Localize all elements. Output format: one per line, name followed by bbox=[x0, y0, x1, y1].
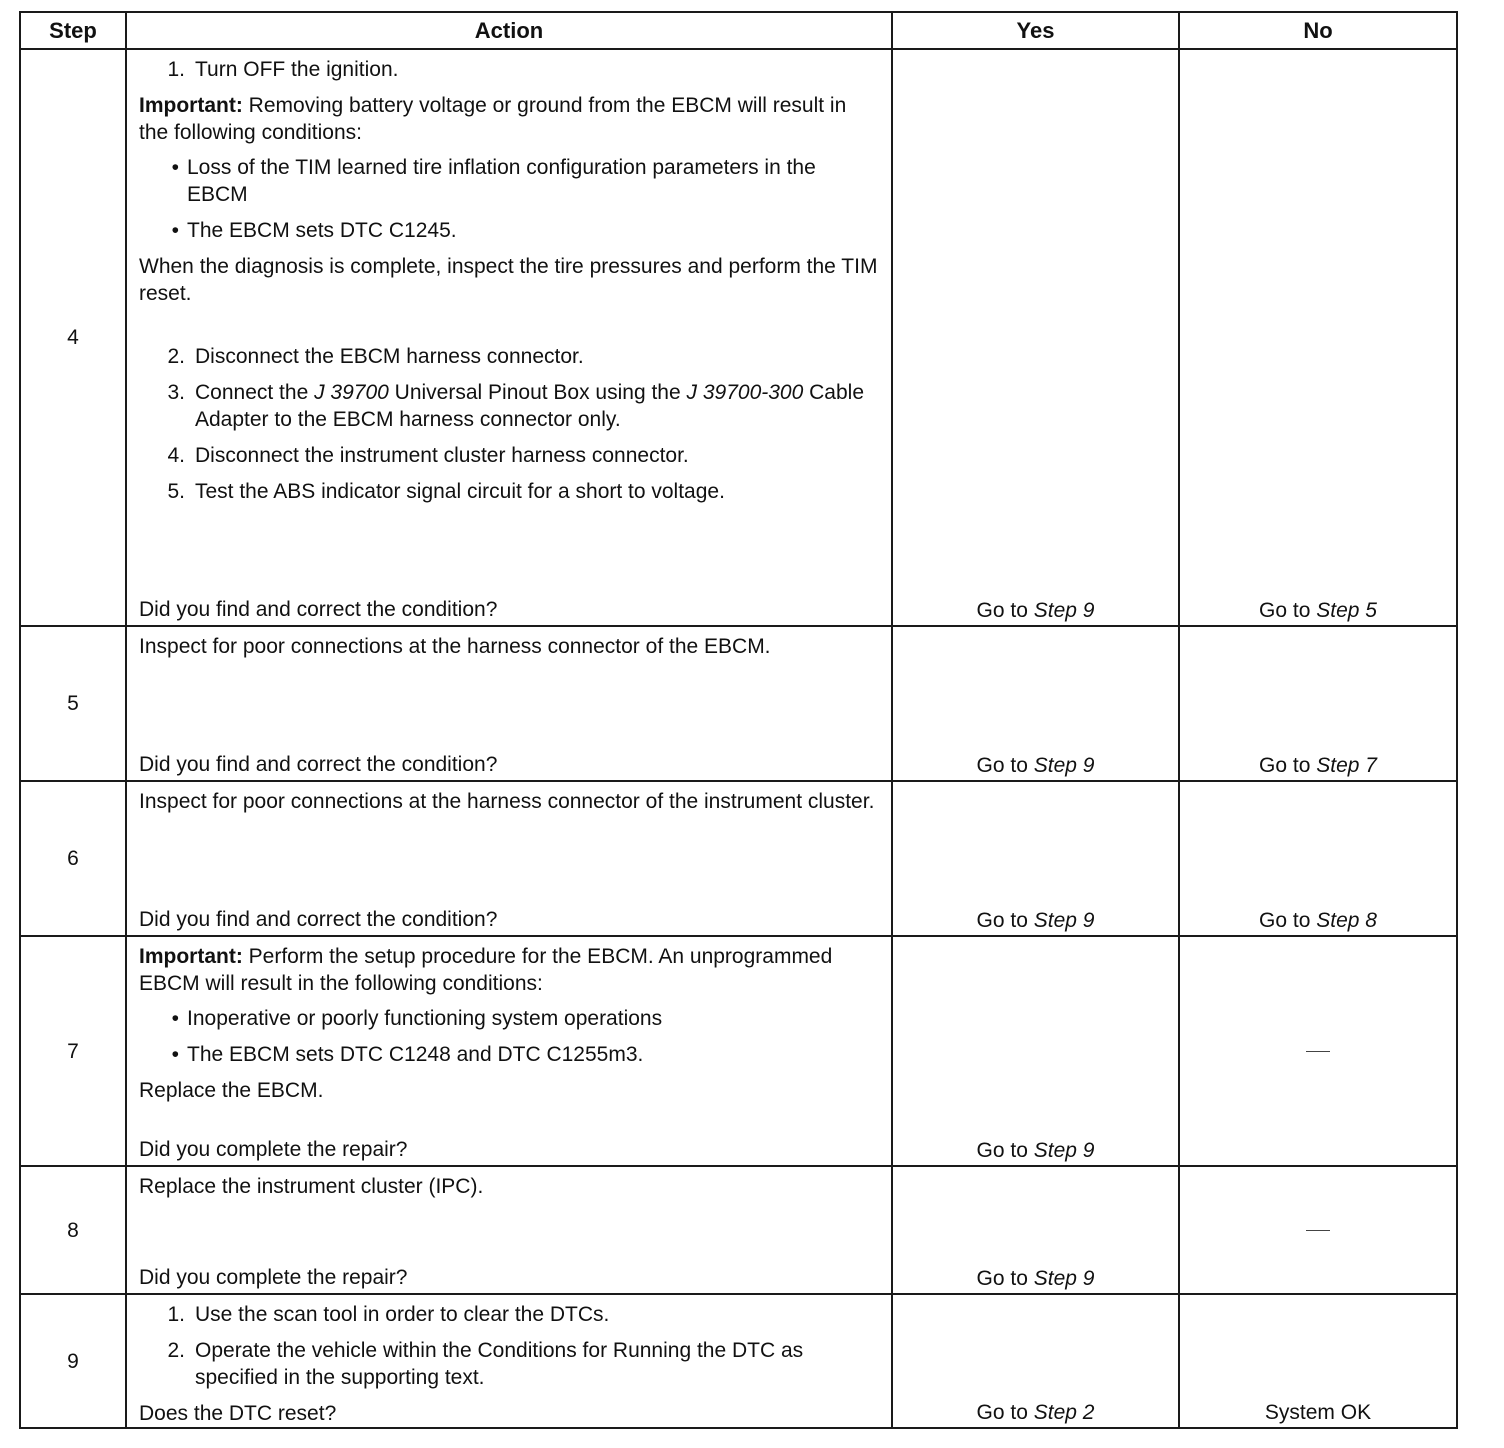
yes-cell: Go to Step 2 bbox=[892, 1294, 1179, 1428]
action-cell bbox=[126, 1294, 892, 1428]
step-number: 9 bbox=[20, 1294, 126, 1428]
step-link[interactable]: Step 7 bbox=[1316, 754, 1377, 777]
step-link[interactable]: Step 9 bbox=[1033, 909, 1095, 932]
list-item: 3. Connect the J 39700 Universal Pinout Box using the J 39700-300 Cable Adapter to the EBCM harness connector only. bbox=[167, 381, 864, 431]
action-text: Replace the EBCM. bbox=[139, 1079, 324, 1102]
step-number: 4 bbox=[20, 49, 126, 626]
bullet-icon: • bbox=[171, 156, 179, 179]
no-cell bbox=[1179, 936, 1457, 1166]
no-cell: Go to Step 5 bbox=[1179, 49, 1457, 626]
important-note bbox=[139, 92, 881, 146]
question-text: Did you find and correct the condition? bbox=[139, 753, 498, 776]
step-link[interactable]: Step 9 bbox=[1033, 599, 1095, 622]
list-item: • The EBCM sets DTC C1245. bbox=[139, 217, 881, 244]
yes-cell: Go to Step 9 bbox=[892, 1166, 1179, 1294]
important-text: Perform the setup procedure for the EBCM. An unprogrammed EBCM will result in the following conditions: bbox=[139, 945, 833, 995]
table-row-step-6 bbox=[20, 781, 1457, 936]
yes-cell: Go to Step 9 bbox=[892, 936, 1179, 1166]
yes-cell: Go to Step 9 bbox=[892, 781, 1179, 936]
list-item: 1. Use the scan tool in order to clear the DTCs. bbox=[167, 1303, 610, 1326]
conditions-list bbox=[139, 1005, 881, 1068]
bullet-icon: • bbox=[171, 1043, 179, 1066]
diagnostic-table bbox=[19, 11, 1458, 1429]
list-item: 4. Disconnect the instrument cluster harness connector. bbox=[167, 444, 689, 467]
yes-cell: Go to Step 9 bbox=[892, 626, 1179, 781]
question-text: Did you complete the repair? bbox=[139, 1138, 408, 1161]
list-item: • The EBCM sets DTC C1248 and DTC C1255m3. bbox=[139, 1041, 881, 1068]
bullet-icon: • bbox=[171, 1007, 179, 1030]
yes-cell: Go to Step 9 bbox=[892, 49, 1179, 626]
note-text: When the diagnosis is complete, inspect the tire pressures and perform the TIM reset. bbox=[139, 255, 878, 305]
list-item: • Inoperative or poorly functioning system operations bbox=[139, 1005, 881, 1032]
action-text: Replace the instrument cluster (IPC). bbox=[139, 1175, 484, 1198]
procedure-list bbox=[139, 1301, 881, 1391]
bullet-icon: • bbox=[171, 219, 179, 242]
result-text: System OK bbox=[1264, 1401, 1372, 1424]
header-yes: Yes bbox=[892, 12, 1179, 49]
step-link[interactable]: Step 9 bbox=[1033, 1267, 1095, 1290]
no-cell bbox=[1179, 1166, 1457, 1294]
table-row-step-9 bbox=[20, 1294, 1457, 1428]
header-action: Action bbox=[126, 12, 892, 49]
table-row-step-8 bbox=[20, 1166, 1457, 1294]
action-text: Inspect for poor connections at the harness connector of the EBCM. bbox=[139, 635, 771, 658]
step-link[interactable]: Step 2 bbox=[1033, 1401, 1095, 1424]
tool-reference: J 39700-300 bbox=[686, 381, 804, 404]
important-note bbox=[139, 943, 881, 997]
step-link[interactable]: Step 5 bbox=[1316, 599, 1377, 622]
step-number: 6 bbox=[20, 781, 126, 936]
list-item: 2. Operate the vehicle within the Conditions for Running the DTC as specified in the supporting text. bbox=[167, 1339, 804, 1389]
action-text: Inspect for poor connections at the harness connector of the instrument cluster. bbox=[139, 790, 875, 813]
no-cell bbox=[1179, 1294, 1457, 1428]
step-link[interactable]: Step 9 bbox=[1033, 754, 1095, 777]
not-applicable-dash bbox=[1306, 1051, 1330, 1052]
table-row-step-7 bbox=[20, 936, 1457, 1166]
header-row bbox=[20, 12, 1457, 49]
question-text: Does the DTC reset? bbox=[139, 1402, 337, 1425]
list-item: • Loss of the TIM learned tire inflation configuration parameters in the EBCM bbox=[139, 154, 881, 208]
list-item: 2. Disconnect the EBCM harness connector. bbox=[167, 345, 584, 368]
question-text: Did you find and correct the condition? bbox=[139, 908, 498, 931]
question-text: Did you complete the repair? bbox=[139, 1266, 408, 1289]
no-cell: Go to Step 7 bbox=[1179, 626, 1457, 781]
important-label: Important: bbox=[139, 945, 243, 968]
list-item: 5. Test the ABS indicator signal circuit for a short to voltage. bbox=[167, 480, 725, 503]
no-cell: Go to Step 8 bbox=[1179, 781, 1457, 936]
step-number: 7 bbox=[20, 936, 126, 1166]
action-cell bbox=[126, 781, 892, 936]
action-cell bbox=[126, 936, 892, 1166]
step-number: 5 bbox=[20, 626, 126, 781]
important-label: Important: bbox=[139, 94, 243, 117]
header-step: Step bbox=[20, 12, 126, 49]
table-row-step-5 bbox=[20, 626, 1457, 781]
step-link[interactable]: Step 9 bbox=[1033, 1139, 1095, 1162]
list-item: 1. Turn OFF the ignition. bbox=[167, 58, 399, 81]
step-number: 8 bbox=[20, 1166, 126, 1294]
procedure-list bbox=[139, 56, 881, 83]
procedure-list bbox=[139, 343, 881, 505]
table-row-step-4 bbox=[20, 49, 1457, 626]
step-link[interactable]: Step 8 bbox=[1316, 909, 1377, 932]
question-text: Did you find and correct the condition? bbox=[139, 598, 498, 621]
tool-reference: J 39700 bbox=[314, 381, 389, 404]
header-no: No bbox=[1179, 12, 1457, 49]
conditions-list bbox=[139, 154, 881, 244]
action-cell bbox=[126, 49, 892, 626]
important-text: Removing battery voltage or ground from the EBCM will result in the following conditions: bbox=[139, 94, 847, 144]
action-cell bbox=[126, 1166, 892, 1294]
action-cell bbox=[126, 626, 892, 781]
not-applicable-dash bbox=[1306, 1230, 1330, 1231]
